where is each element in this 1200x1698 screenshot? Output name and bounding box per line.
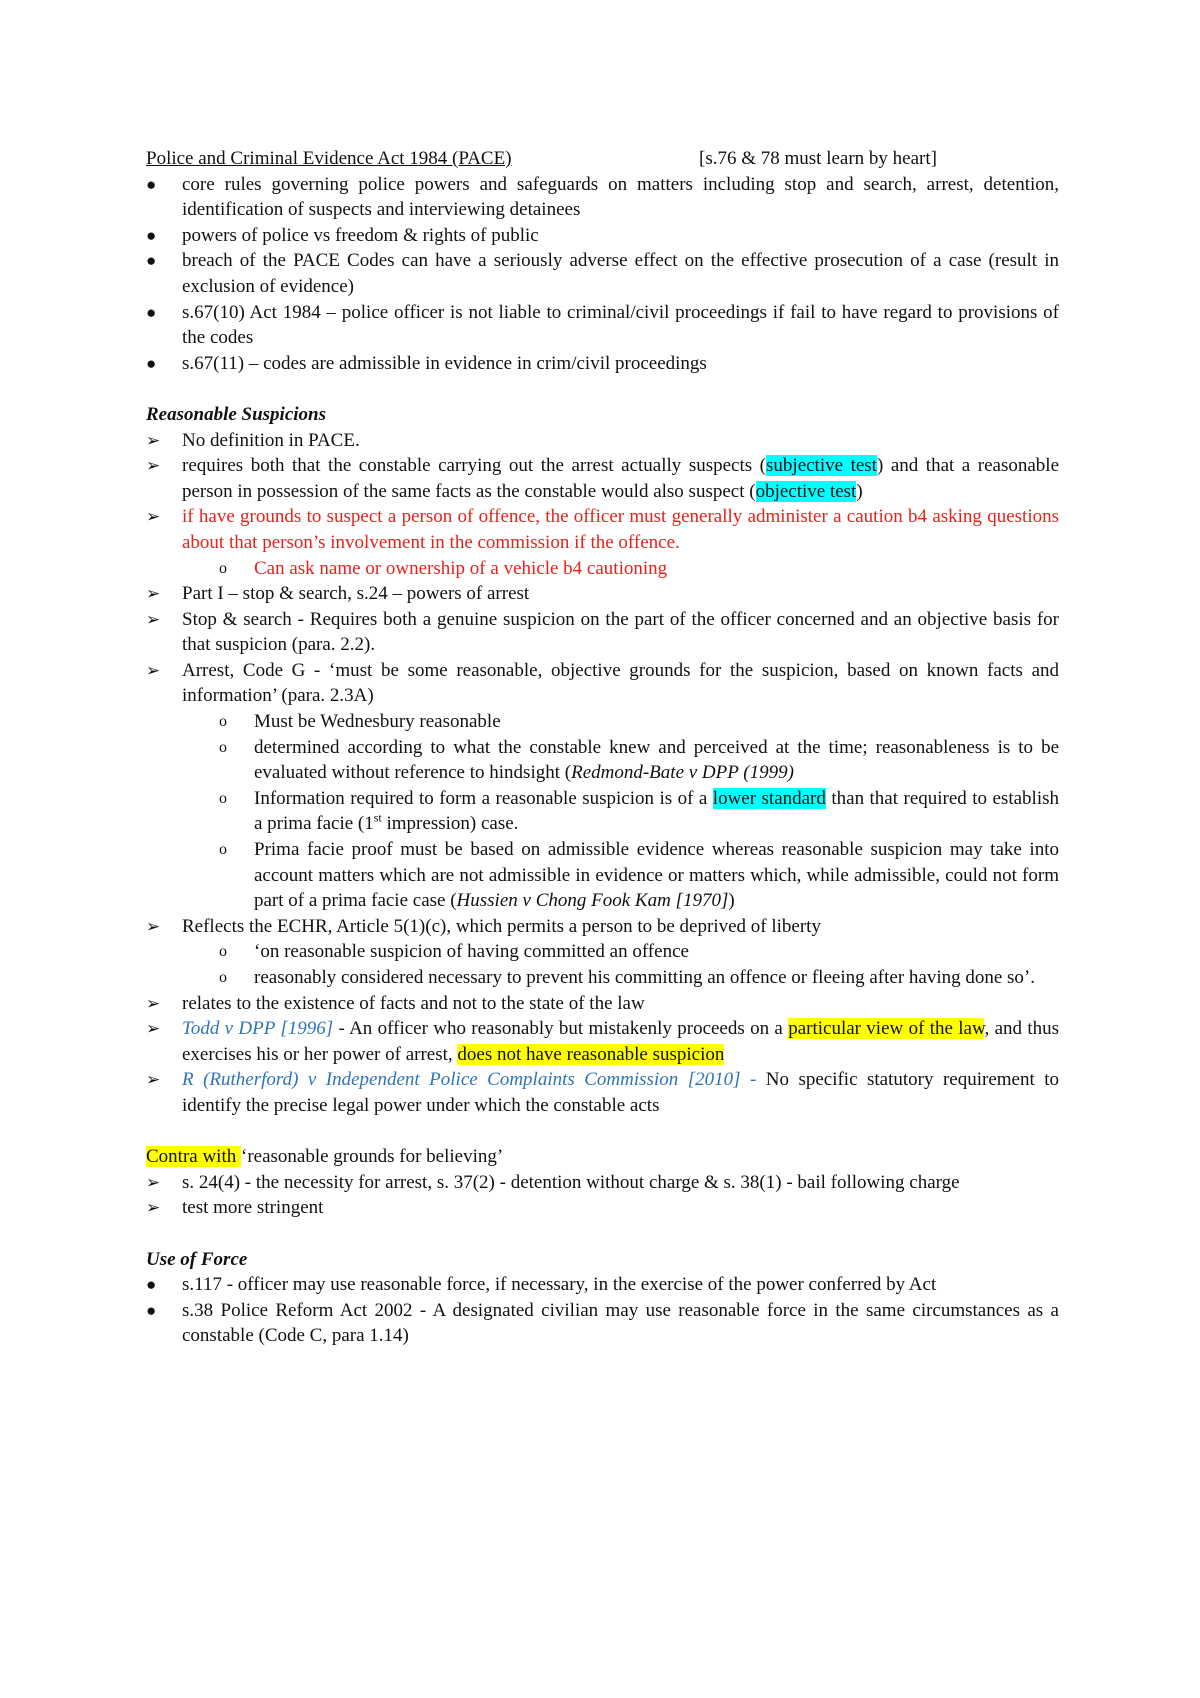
arrow-bullet-icon: ➢ [146, 507, 161, 527]
arrow-bullet-icon: ➢ [146, 993, 161, 1013]
sub-item-caution: o Can ask name or ownership of a vehicle b4 cautioning [146, 556, 1059, 582]
list-item: ➢ No definition in PACE. [146, 428, 1059, 454]
highlight-objective-test: objective test [755, 480, 857, 502]
arrow-bullet-icon: ➢ [146, 1070, 161, 1090]
arrow-bullet-icon: ➢ [146, 430, 161, 450]
bullet-icon: ● [146, 174, 157, 194]
highlight-no-reasonable-suspicion: does not have reasonable suspicion [457, 1043, 725, 1065]
arrow-bullet-icon: ➢ [146, 584, 161, 604]
case-citation-rutherford: R (Rutherford) v Independent Police Complaints Commission [2010] - [182, 1069, 757, 1091]
arrow-bullet-icon: ➢ [146, 916, 161, 936]
list-item: ➢ Reflects the ECHR, Article 5(1)(c), which permits a person to be deprived of liberty [146, 914, 1059, 940]
title-line [146, 146, 1059, 172]
list-item: ➢ s. 24(4) - the necessity for arrest, s. 37(2) - detention without charge & s. 38(1) - bail following charge [146, 1170, 1059, 1196]
highlight-subjective-test: subjective test [766, 455, 877, 477]
list-item: ● s.117 - officer may use reasonable force, if necessary, in the exercise of the power conferred by Act [146, 1272, 1059, 1298]
case-citation-todd: Todd v DPP [1996] [182, 1018, 334, 1040]
arrow-bullet-icon: ➢ [146, 456, 161, 476]
bullet-icon: ● [146, 1300, 157, 1320]
sub-item: o Information required to form a reasonable suspicion is of a lower standard than that required to establish a prima facie (1st impression) case. [219, 787, 1059, 835]
contra-line: Contra with ‘reasonable grounds for believing’ [146, 1146, 504, 1168]
circle-bullet-icon: o [219, 559, 227, 577]
arrow-bullet-icon: ➢ [146, 609, 161, 629]
circle-bullet-icon: o [219, 789, 227, 807]
circle-bullet-icon: o [219, 969, 227, 986]
sub-item: o determined according to what the constable knew and perceived at the time; reasonableness is to be evaluated without reference to hindsight (Redmond-Bate v DPP (1999) [219, 736, 1059, 784]
document-body [146, 146, 1059, 1349]
list-item: ➢ Stop & search - Requires both a genuine suspicion on the part of the officer concerned and an objective basis for that suspicion (para. 2.2). [146, 608, 1059, 656]
case-citation: Redmond-Bate v DPP (1999) [571, 762, 794, 784]
list-item: ➢ test more stringent [146, 1195, 1059, 1221]
list-item: ➢ relates to the existence of facts and not to the state of the law [146, 991, 1059, 1017]
sub-item: o Prima facie proof must be based on admissible evidence whereas reasonable suspicion may take into account matters which are not admissible in evidence or matters which, while admissible, could not form part of a prima facie case (Hussien v Chong Fook Kam [1970]) [219, 839, 1059, 912]
list-item: ● breach of the PACE Codes can have a seriously adverse effect on the effective prosecution of a case (result in exclusion of evidence) [146, 250, 1059, 297]
list-item: ➢ Todd v DPP [1996] - An officer who reasonably but mistakenly proceeds on a particular view of the law, and thus exercises his or her power of arrest, does not have reasonable suspicion [146, 1018, 1060, 1065]
case-citation: Hussien v Chong Fook Kam [1970] [456, 890, 729, 912]
title-note: [s.76 & 78 must learn by heart] [699, 148, 937, 169]
list-item: ● s.67(10) Act 1984 – police officer is not liable to criminal/civil proceedings if fail to have regard to provisions of the codes [146, 301, 1059, 349]
sub-item: o reasonably considered necessary to prevent his committing an offence or fleeing after having done so’. [146, 965, 1059, 991]
arrow-bullet-icon: ➢ [146, 1019, 161, 1039]
bullet-icon: ● [146, 251, 157, 271]
circle-bullet-icon: o [219, 713, 227, 731]
arrow-bullet-icon: ➢ [146, 660, 161, 680]
list-item: ➢ Part I – stop & search, s.24 – powers of arrest [146, 581, 1059, 607]
bullet-icon: ● [146, 302, 157, 322]
circle-bullet-icon: o [219, 738, 227, 756]
list-item: ➢ R (Rutherford) v Independent Police Complaints Commission [2010] - No specific statutory requirement to identify the precise legal power under which the constable acts [146, 1069, 1059, 1116]
bullet-icon: ● [146, 353, 157, 373]
bullet-icon: ● [146, 1275, 157, 1295]
list-item: ● s.38 Police Reform Act 2002 - A designated civilian may use reasonable force in the same circumstances as a constable (Code C, para 1.14) [146, 1299, 1059, 1347]
list-item: ● powers of police vs freedom & rights of public [146, 223, 1059, 249]
section-heading-reasonable-suspicions: Reasonable Suspicions [146, 403, 327, 425]
arrow-bullet-icon: ➢ [146, 1198, 161, 1218]
list-item: ● core rules governing police powers and safeguards on matters including stop and search, arrest, detention, identification of suspects and interviewing detainees [146, 173, 1059, 221]
list-item: ● s.67(11) – codes are admissible in evidence in crim/civil proceedings [146, 351, 1059, 377]
circle-bullet-icon: o [219, 841, 227, 859]
section-heading-use-of-force: Use of Force [146, 1248, 248, 1270]
highlight-particular-view: particular view of the law [788, 1018, 985, 1040]
sub-item: o ‘on reasonable suspicion of having committed an offence [146, 939, 1059, 965]
bullet-icon: ● [146, 225, 157, 245]
list-item-caution: ➢ if have grounds to suspect a person of offence, the officer must generally administer a caution b4 asking questions about that person’s involvement in the commission if the offence. [146, 506, 1059, 553]
list-item: ➢ requires both that the constable carrying out the arrest actually suspects (subjective test) and that a reasonable person in possession of the same facts as the constable would also suspect (objective test) [146, 455, 1059, 502]
arrow-bullet-icon: ➢ [146, 1172, 161, 1192]
circle-bullet-icon: o [219, 943, 227, 961]
highlight-contra: Contra with [146, 1146, 241, 1168]
list-item: ➢ Arrest, Code G - ‘must be some reasonable, objective grounds for the suspicion, based on known facts and information’ (para. 2.3A) [146, 659, 1059, 707]
sub-item: o Must be Wednesbury reasonable [146, 709, 1059, 735]
document-title: Police and Criminal Evidence Act 1984 (PACE) [146, 148, 512, 169]
highlight-lower-standard: lower standard [712, 787, 826, 809]
